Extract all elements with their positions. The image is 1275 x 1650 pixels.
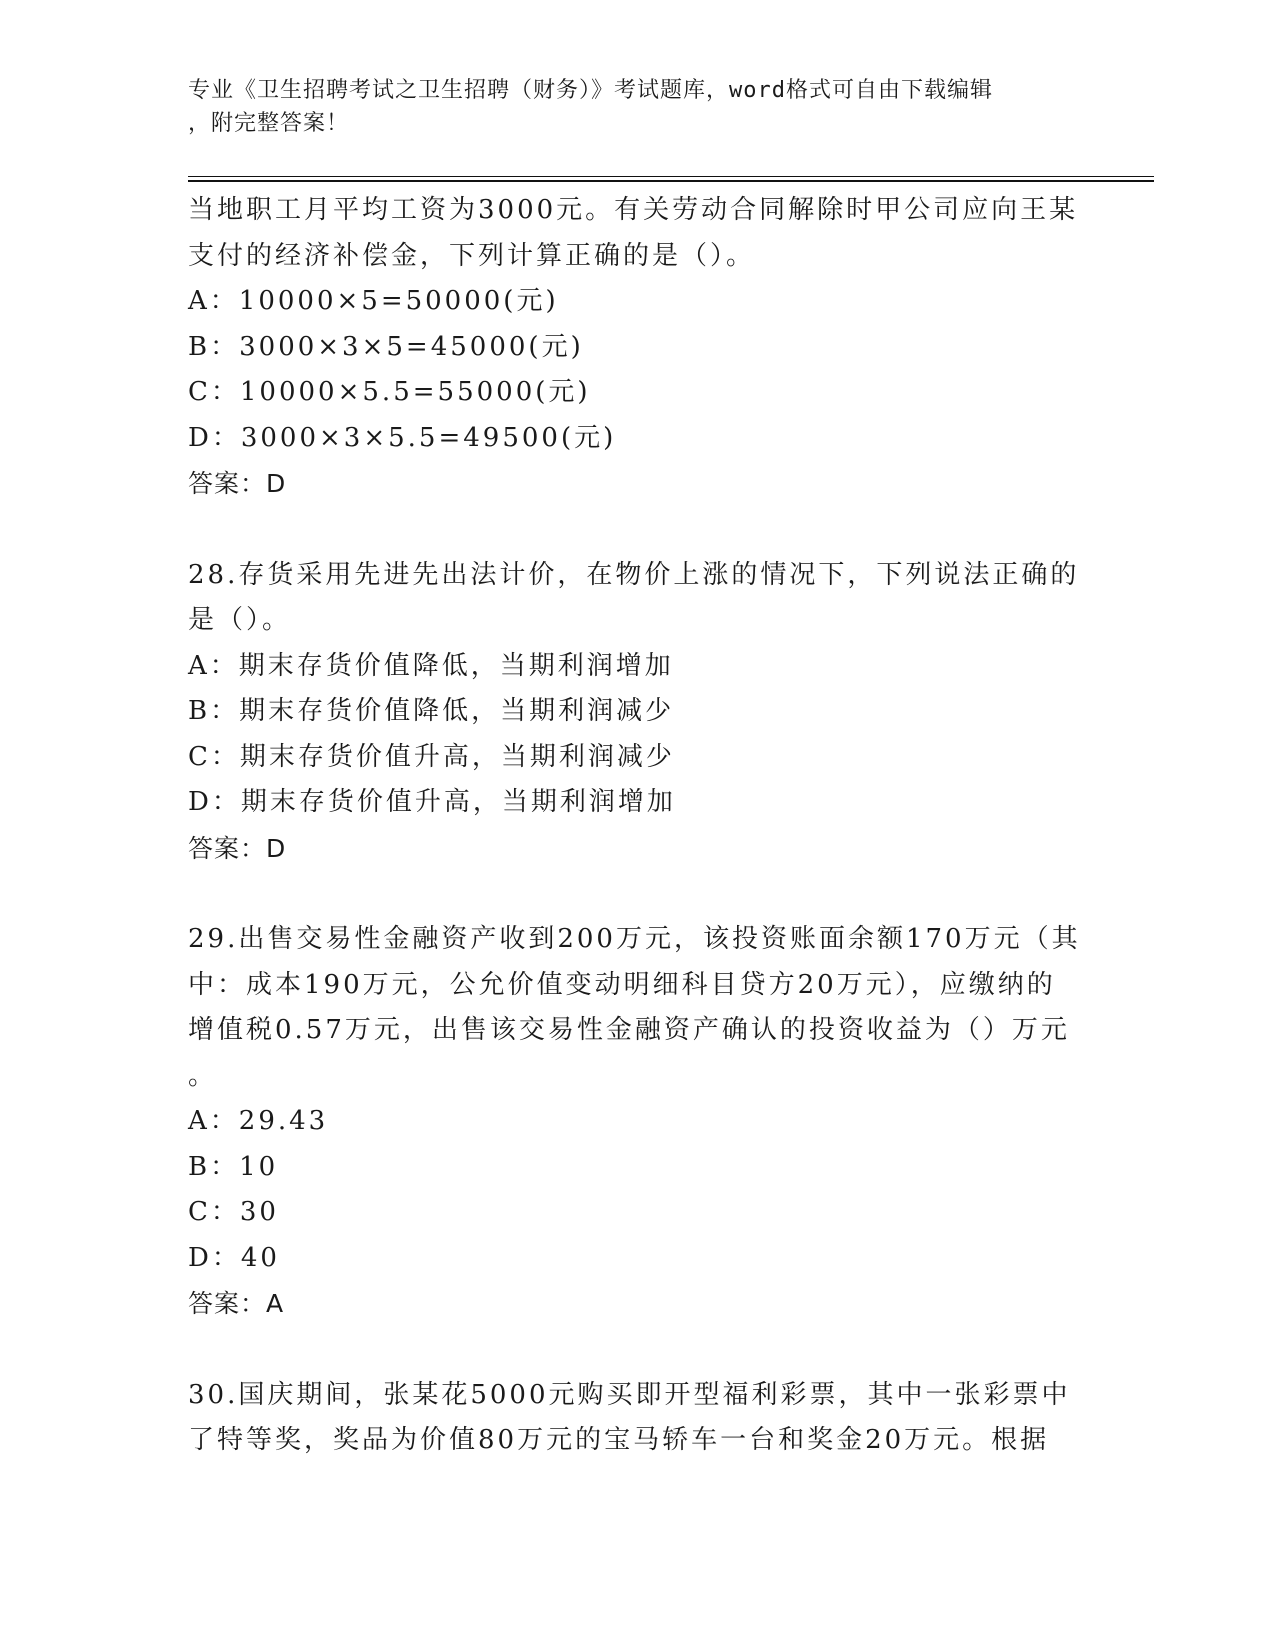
header-divider-thick (188, 180, 1154, 182)
question-stem-line: 增值税0.57万元，出售该交易性金融资产确认的投资收益为（）万元 (188, 1015, 1070, 1045)
question-30 (188, 1373, 1073, 1464)
question-list (188, 188, 1081, 1464)
header-line-2: ，附完整答案！ (188, 111, 350, 136)
question-29 (188, 917, 1081, 1327)
option-c: C：期末存货价值升高，当期利润减少 (188, 741, 675, 772)
question-27 (188, 188, 1079, 507)
header-divider-thin (188, 176, 1154, 177)
answer-line: 答案：A (188, 1289, 285, 1318)
option-a: A：10000×5=50000(元) (188, 286, 559, 316)
option-c: C：30 (188, 1197, 279, 1227)
question-stem-line: 28.存货采用先进先出法计价，在物价上涨的情况下，下列说法正确的 (188, 559, 1080, 590)
option-b: B：期末存货价值降低，当期利润减少 (188, 696, 675, 726)
question-stem-line: 是（）。 (188, 605, 292, 635)
answer-line: 答案：D (188, 469, 287, 498)
answer-line: 答案：D (188, 833, 287, 863)
question-stem-line: 。 (188, 1060, 218, 1091)
document-header (188, 74, 1068, 140)
question-stem-line: 30.国庆期间，张某花5000元购买即开型福利彩票，其中一张彩票中 (188, 1379, 1071, 1410)
option-b: B：3000×3×5=45000(元) (188, 331, 584, 362)
option-c: C：10000×5.5=55000(元) (188, 377, 591, 407)
option-a: A：期末存货价值降低，当期利润增加 (188, 650, 674, 681)
question-stem-line: 中：成本190万元，公允价值变动明细科目贷方20万元），应缴纳的 (188, 969, 1056, 1000)
option-d: D：3000×3×5.5=49500(元) (188, 422, 617, 453)
option-b: B：10 (188, 1151, 279, 1182)
spacer (188, 507, 1073, 553)
question-stem-line: 了特等奖，奖品为价值80万元的宝马轿车一台和奖金20万元。根据 (188, 1425, 1050, 1455)
question-stem-line: 当地职工月平均工资为3000元。有关劳动合同解除时甲公司应向王某 (188, 195, 1079, 225)
question-stem-line: 29.出售交易性金融资产收到200万元，该投资账面余额170万元（其 (188, 924, 1081, 954)
question-stem-line: 支付的经济补偿金，下列计算正确的是（）。 (188, 240, 756, 271)
spacer (188, 1327, 1073, 1373)
option-d: D：40 (188, 1242, 280, 1273)
option-d: D：期末存货价值升高，当期利润增加 (188, 787, 676, 817)
spacer (188, 871, 1073, 917)
question-28 (188, 553, 1080, 872)
header-line-1: 专业《卫生招聘考试之卫生招聘（财务）》考试题库，word格式可自由下载编辑 (188, 78, 993, 103)
option-a: A：29.43 (188, 1106, 329, 1136)
